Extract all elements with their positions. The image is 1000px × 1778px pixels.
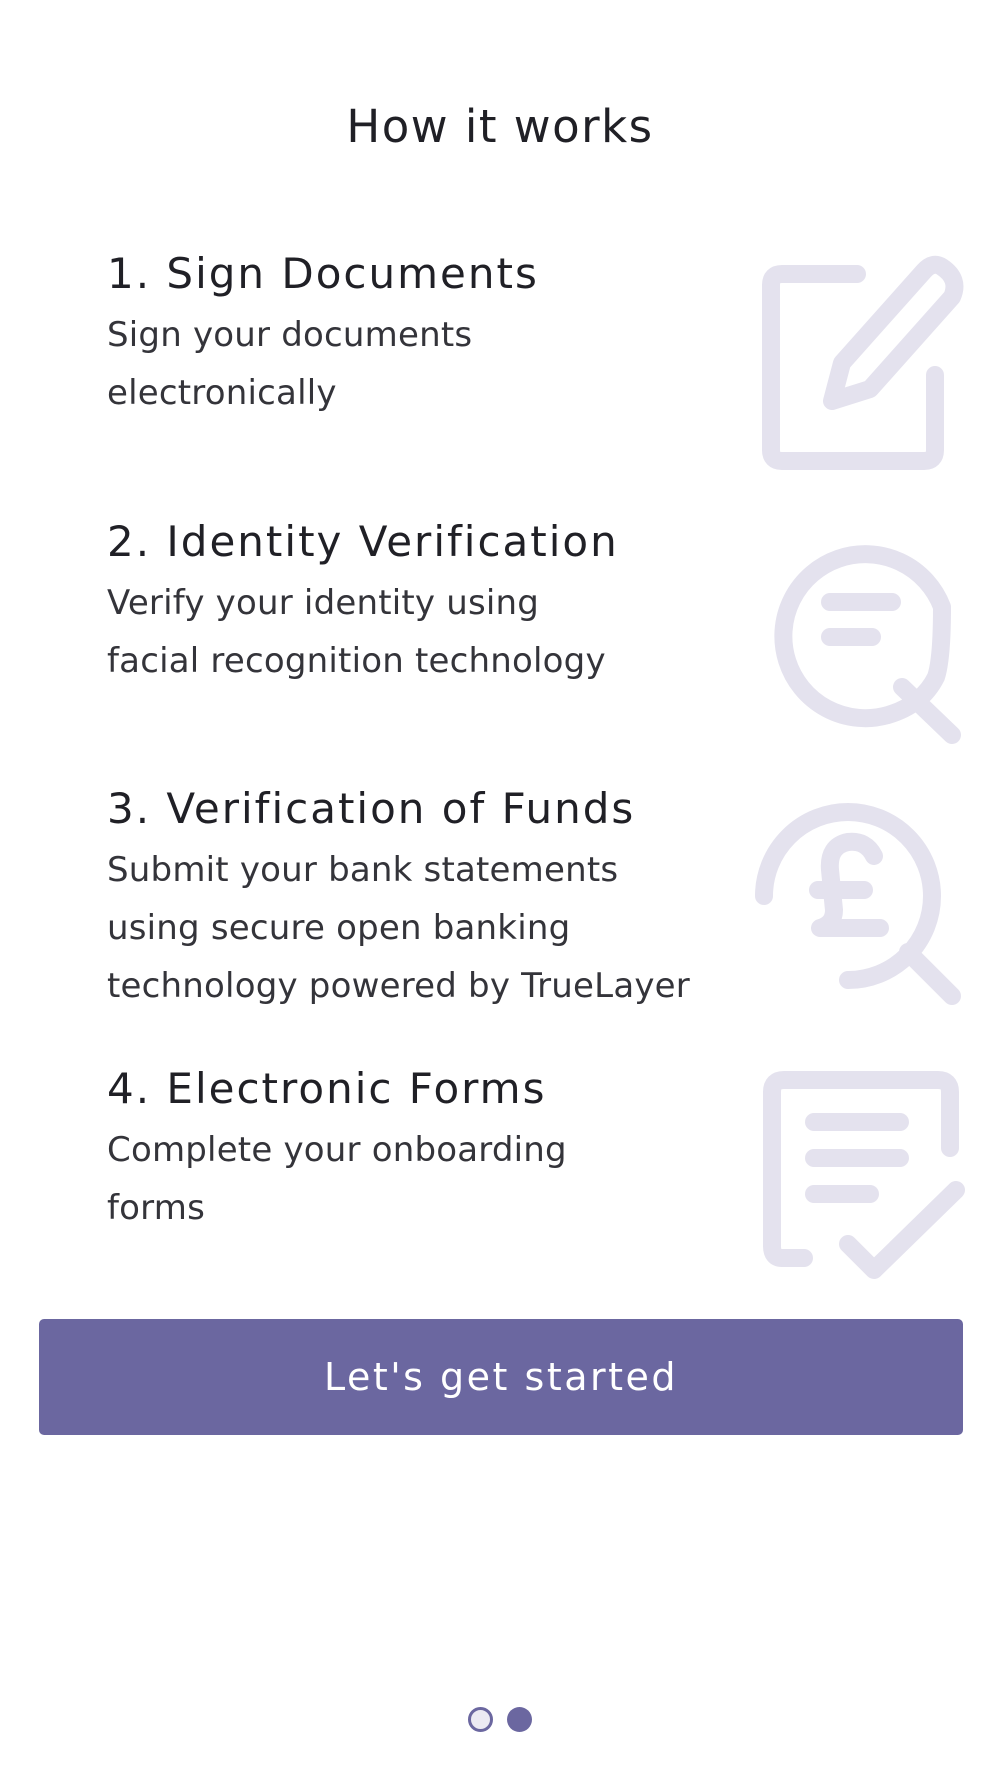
step-description-line: Verify your identity using — [107, 583, 540, 623]
page-title: How it works — [346, 100, 654, 153]
step-description-line: using secure open banking — [107, 908, 571, 948]
step-title: 2. Identity Verification — [107, 517, 619, 566]
search-identity-icon — [752, 527, 972, 747]
page-dot-2[interactable] — [507, 1707, 532, 1732]
step-description-line: Sign your documents — [107, 315, 473, 355]
step-description — [107, 574, 707, 690]
page-dot-1[interactable] — [468, 1707, 493, 1732]
step-title: 4. Electronic Forms — [107, 1064, 547, 1113]
pound-search-icon — [752, 792, 972, 1012]
step-title: 3. Verification of Funds — [107, 784, 636, 833]
step-description-line: technology powered by TrueLayer — [107, 966, 690, 1006]
step-description-line: Submit your bank statements — [107, 850, 619, 890]
step-description-line: facial recognition technology — [107, 641, 606, 681]
step-description-line: forms — [107, 1188, 205, 1228]
step-sign-documents — [107, 246, 707, 422]
step-description-line: Complete your onboarding — [107, 1130, 567, 1170]
step-description — [107, 306, 707, 422]
step-title: 1. Sign Documents — [107, 249, 539, 298]
step-identity-verification — [107, 514, 707, 690]
step-description — [107, 1121, 707, 1237]
step-description — [107, 841, 707, 1015]
page-indicator — [0, 1707, 1000, 1732]
form-check-icon — [752, 1070, 972, 1290]
get-started-button[interactable]: Let's get started — [39, 1319, 963, 1435]
step-description-line: electronically — [107, 373, 337, 413]
step-electronic-forms — [107, 1061, 707, 1237]
step-verification-of-funds — [107, 781, 707, 1015]
edit-document-icon — [752, 255, 972, 475]
